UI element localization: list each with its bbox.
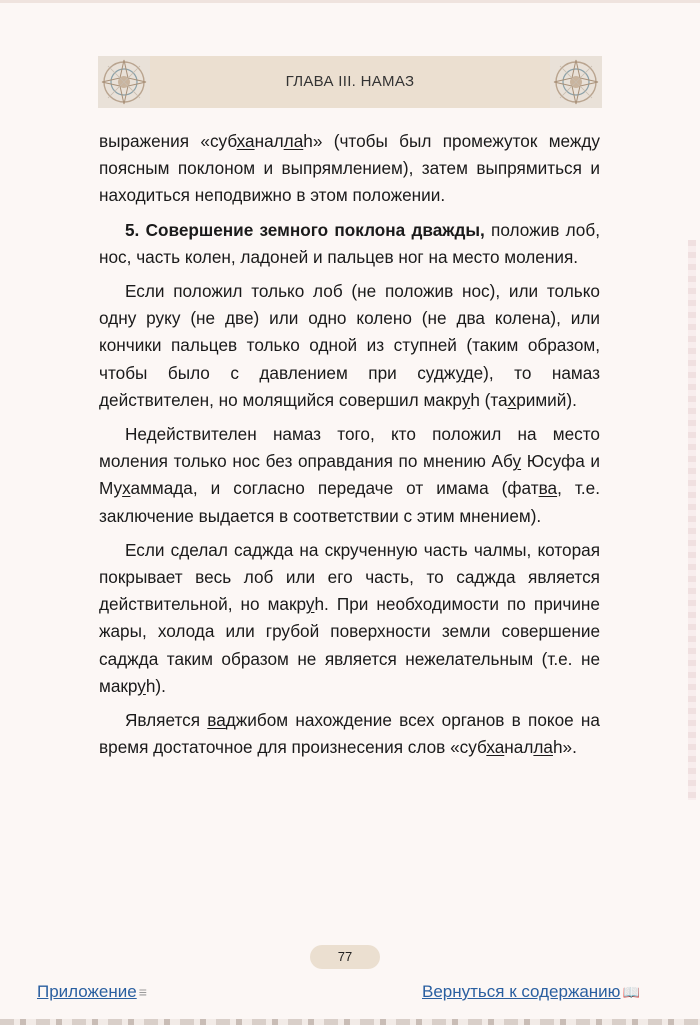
chapter-title: ГЛАВА III. НАМАЗ xyxy=(285,73,415,90)
ornament-left-icon xyxy=(98,56,150,108)
page-number: 77 xyxy=(310,945,380,969)
item-heading: 5. Совершение земного поклона дважды, xyxy=(125,219,485,240)
back-to-contents-link[interactable]: Вернуться к содержанию 📖 xyxy=(422,982,640,1001)
paragraph-5: Если сделал саджда на скрученную часть чалмы, которая покрывает весь лоб или его часть, то саджда является действительной, но макруh. При необходимости по причине жары, холода или грубой поверхности земли совершение саджда таким образом не является нежелательным (т.е. не макруh). xyxy=(99,539,600,696)
page-edge-decoration xyxy=(688,240,696,800)
ornament-right-icon xyxy=(550,56,602,108)
page-body-text xyxy=(99,128,600,768)
paragraph-6: Является ваджибом нахождение всех органов в покое на время достаточное для произнесения слов «субханаллаh». xyxy=(99,710,600,758)
paragraph-2: 5. Совершение земного поклона дважды, положив лоб, нос, часть колен, ладоней и пальцев ног на место моления. xyxy=(99,219,600,267)
book-icon: 📖 xyxy=(622,984,640,1000)
paragraph-4: Недействителен намаз того, кто положил на место моления только нос без оправдания по мнению Абу Юсуфа и Мухаммада, и согласно передаче от имама (фатва, т.е. заключение выдается в соответствии с этим мнением). xyxy=(99,424,600,526)
appendix-link[interactable]: Приложение ≡ xyxy=(37,982,147,1001)
menu-lines-icon: ≡ xyxy=(138,984,147,1000)
top-border-strip xyxy=(0,0,700,3)
paragraph-1: выражения «субханаллаh» (чтобы был промежуток между поясным поклоном и выпрямлением), затем выпрямиться и находиться неподвижно в этом положении. xyxy=(99,131,601,206)
bottom-border-strip xyxy=(0,1019,700,1025)
paragraph-3: Если положил только лоб (не положив нос), или только одну руку (не две) или одно колено (не два колена), или кончики пальцев только одной из ступней (таким образом, чтобы было с давлением при суджуде), то намаз действителен, но молящийся совершил макруh (тахримий). xyxy=(99,281,600,410)
